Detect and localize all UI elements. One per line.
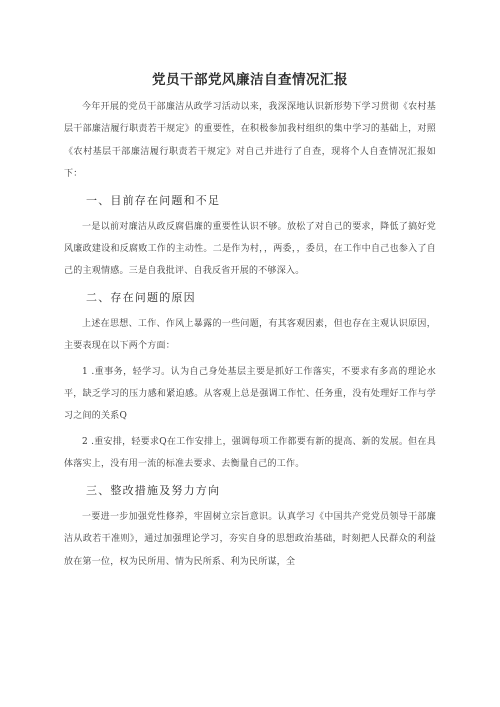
page-title: 党员干部党风廉洁自查情况汇报 [152, 72, 348, 88]
section-heading-problems: 一、目前存在问题和不足 [86, 193, 221, 207]
cause-item-2: 2 .重安排，轻要求Q在工作安排上，强调每项工作都要有新的提高、新的发展。但在具体落实上，没有用一流的标准去要求、去衡量自己的工作。 [64, 436, 436, 470]
section-heading-causes: 二、存在问题的原因 [86, 290, 196, 304]
section-heading-measures: 三、整改措施及努力方向 [86, 483, 221, 497]
measures-paragraph: 一要进一步加强党性修养，牢固树立宗旨意识。认真学习《中国共产党党员领导干部廉洁从政若干准则》，通过加强理论学习，夯实自身的思想政治基础，时刻把人民群众的利益放在第一位，权为民所用、情为民所系、利为民所谋，全 [64, 511, 436, 567]
intro-paragraph: 今年开展的党员干部廉洁从政学习活动以来，我深深地认识新形势下学习贯彻《农村基层干部廉洁履行职责若干规定》的重要性，在积极参加我村组织的集中学习的基础上，对照《农村基层干部廉洁履行职责若干规定》对自己并进行了自查，现将个人自查情况汇报如下： [64, 102, 436, 180]
causes-intro-paragraph: 上述在思想、工作、作风上暴露的一些问题，有其客观因素，但也存在主观认识原因，主要表现在以下两个方面： [64, 318, 436, 352]
problems-paragraph: 一是以前对廉洁从政反腐倡廉的重要性认识不够。放松了对自己的要求，降低了搞好党风廉政建设和反腐败工作的主动性。二是作为村，，两委，，委员，在工作中自己也参入了自己的主观情感。三是自我批评、自我反省开展的不够深入。 [64, 221, 436, 277]
document-body [64, 96, 436, 573]
cause-item-1: 1 .重事务，轻学习。认为自己身处基层主要是抓好工作落实，不要求有多高的理论水平，缺乏学习的压力感和紧迫感。从客观上总是强调工作忙、任务重，没有处理好工作与学习之间的关系Q [64, 366, 436, 422]
